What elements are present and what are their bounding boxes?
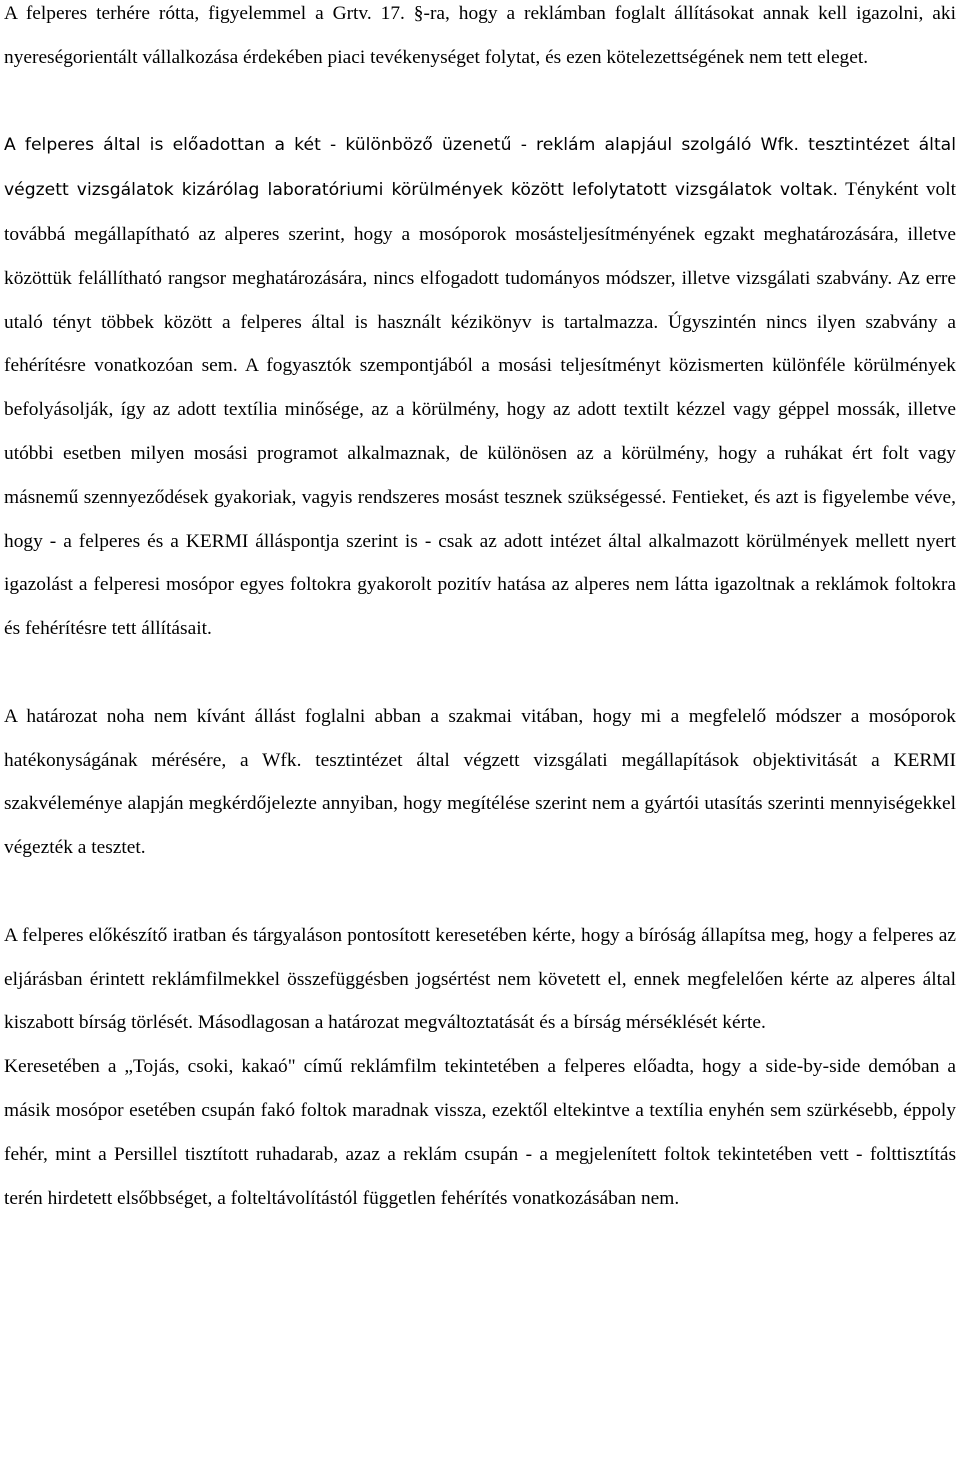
paragraph-1: A felperes terhére rótta, figyelemmel a Grtv. 17. §-ra, hogy a reklámban foglalt állításokat annak kell igazolni, aki nyereségorientált vállalkozása érdekében piaci tevékenységet folytat, és ezen kötelezettségének nem tett eleget.: [4, 3, 956, 68]
paragraph-2-lead: A felperes által is előadottan a két - különböző üzenetű - reklám alapjául szolgáló Wfk. tesztintézet által végzett vizsgálatok kizárólag laboratóriumi körülmények között lefolytatott vizsgálatok voltak.: [4, 135, 956, 201]
paragraph-gap: [4, 80, 956, 124]
paragraph-gap: [4, 651, 956, 695]
document-page: [4, 0, 956, 1220]
paragraph-4: A felperes előkészítő iratban és tárgyaláson pontosított keresetében kérte, hogy a bíróság állapítsa meg, hogy a felperes az eljárásban érintett reklámfilmekkel összefüggésben jogsértést nem követett el, ennek megfelelően kérte az alperes által kiszabott bírság törlését. Másodlagosan a határozat megváltoztatását és a bírság mérséklését kérte.: [4, 924, 956, 1034]
paragraph-5: Keresetében a „Tojás, csoki, kakaó" című reklámfilm tekintetében a felperes előadta, hogy a side-by-side demóban a másik mosópor esetében csupán fakó foltok maradnak vissza, ezektől eltekintve a textília enyhén sem szürkésebb, éppoly fehér, mint a Persillel tisztított ruhadarab, azaz a reklám csupán - a megjelenített foltok tekintetében vett - folttisztítás terén hirdetett elsőbbséget, a folteltávolítástól független fehérítés vonatkozásában nem.: [4, 1056, 956, 1209]
paragraph-2-tail: Tényként volt továbbá megállapítható az alperes szerint, hogy a mosóporok mosásteljesítményének egzakt meghatározására, illetve közöttük felállítható rangsor meghatározására, nincs elfogadott tudományos módszer, illetve vizsgálati szabvány. Az erre utaló tényt többek között a felperes által is használt kézikönyv is tartalmazza. Úgyszintén nincs ilyen szabvány a fehérítésre vonatkozóan sem. A fogyasztók szempontjából a mosási teljesítményt közismerten különféle körülmények befolyásolják, így az adott textília minősége, az a körülmény, hogy az adott textilt kézzel vagy géppel mossák, illetve utóbbi esetben milyen mosási programot alkalmaznak, de különösen az a körülmény, hogy a ruhákat ért folt vagy másnemű szennyeződések gyakoriak, vagyis rendszeres mosást tesznek szükségessé. Fentieket, és azt is figyelembe véve, hogy - a felperes és a KERMI álláspontja szerint is - csak az adott intézet által alkalmazott körülmények mellett nyert igazolást a felperesi mosópor egyes foltokra gyakorolt pozitív hatása az alperes nem látta igazoltnak a reklámok foltokra és fehérítésre tett állításait.: [4, 179, 956, 640]
paragraph-gap: [4, 870, 956, 914]
paragraph-2: [4, 123, 956, 651]
paragraph-3: A határozat noha nem kívánt állást foglalni abban a szakmai vitában, hogy mi a megfelelő módszer a mosóporok hatékonyságának mérésére, a Wfk. tesztintézet által végzett vizsgálati megállapítások objektivitását a KERMI szakvéleménye alapján megkérdőjelezte annyiban, hogy megítélése szerint nem a gyártói utasítás szerinti mennyiségekkel végezték a tesztet.: [4, 705, 956, 859]
